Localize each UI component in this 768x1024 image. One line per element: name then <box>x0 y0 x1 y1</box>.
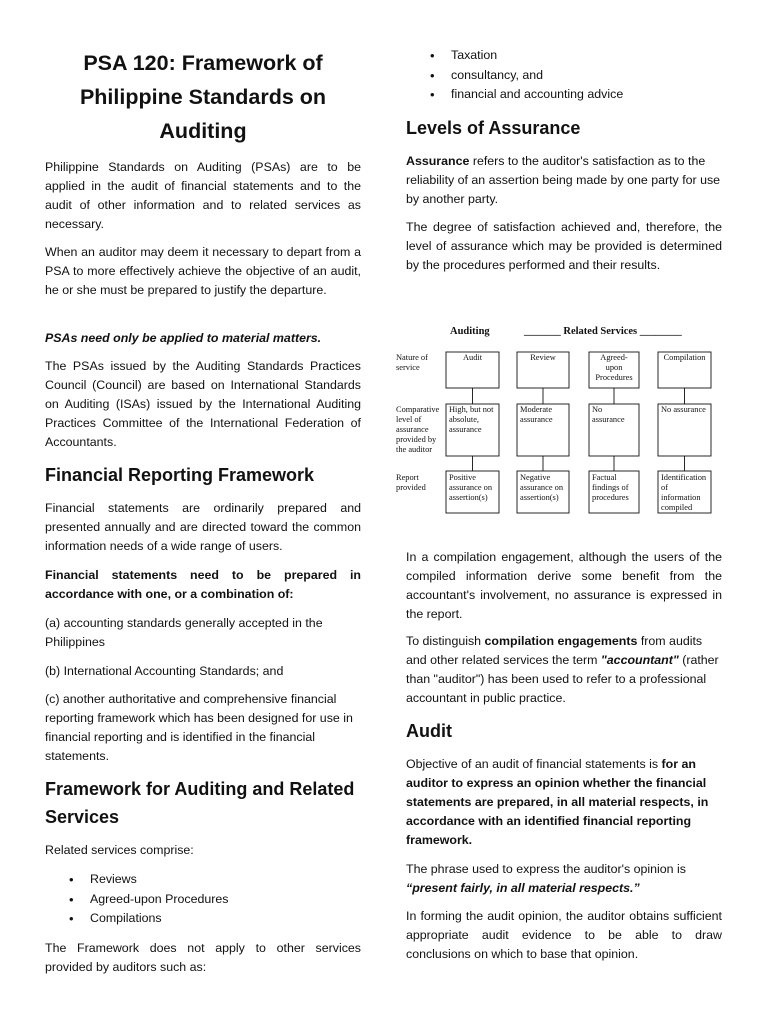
assurance-term: Assurance <box>406 154 470 168</box>
row-label-nature <box>396 353 428 372</box>
framework-exclusion-paragraph: The Framework does not apply to other services provided by auditors such as: <box>45 941 361 974</box>
page-title: PSA 120: Framework of Philippine Standards on Auditing <box>79 51 327 143</box>
svg-text:Agreed-: Agreed- <box>600 353 628 362</box>
fs-prepared-paragraph: Financial statements are ordinarily prepared and presented annually and are directed toward the common information needs of a wide range of users. <box>45 501 361 553</box>
assurance-definition-text: refers to the auditor's satisfaction as to the reliability of an assertion being made by one party for use by another party. <box>406 154 721 206</box>
svg-text:upon: upon <box>605 363 623 372</box>
svg-text:Review: Review <box>530 353 556 362</box>
heading-financial-reporting-framework: Financial Reporting Framework <box>45 465 315 485</box>
diagram-column-review <box>517 352 569 513</box>
svg-text:assurance on: assurance on <box>520 483 564 492</box>
assurance-definition <box>406 152 722 209</box>
diagram-heading-related-services: _______ Related Services ________ <box>524 326 682 337</box>
svg-text:provided: provided <box>396 483 426 492</box>
svg-text:service: service <box>396 363 420 372</box>
svg-text:absolute,: absolute, <box>449 415 480 424</box>
related-services-intro: Related services comprise: <box>45 843 194 857</box>
list-item: • financial and accounting advice <box>406 85 722 105</box>
svg-text:Negative: Negative <box>520 473 551 482</box>
svg-text:the auditor: the auditor <box>396 445 433 454</box>
heading-levels-of-assurance: Levels of Assurance <box>406 118 581 138</box>
diagram-column-agreed-upon-procedures <box>589 352 639 513</box>
audit-evidence-paragraph: In forming the audit opinion, the auditor obtains sufficient appropriate audit evidence to be able to draw conclusions on which to base that opinion. <box>406 909 722 961</box>
psa-basis-paragraph: The PSAs issued by the Auditing Standards Practices Council (Council) are based on International Standards on Auditing (ISAs) issued by the International Auditing Practices Committee of the International Federation of Accountants. <box>45 359 361 449</box>
departure-paragraph: When an auditor may deem it necessary to depart from a PSA to more effectively achieve the objective of an audit, he or she must be prepared to justify the departure. <box>45 245 361 297</box>
framework-item-c: (c) another authoritative and comprehensive financial reporting framework which has been designed for use in financial reporting and is identified in the financial statements. <box>45 692 353 763</box>
svg-text:findings of: findings of <box>592 483 629 492</box>
opinion-phrase: “present fairly, in all material respects.” <box>406 881 640 895</box>
accountant-term: "accountant" <box>600 653 679 667</box>
list-item: • Taxation <box>406 46 722 66</box>
audit-objective-paragraph: Objective of an audit of financial statements is for an auditor to express an opinion whether the financial statements are prepared, in all material respects, in accordance with an identified financial reporting framework. <box>406 757 709 847</box>
intro-paragraph: Philippine Standards on Auditing (PSAs) are to be applied in the audit of financial statements and to the audit of other information and to related services as necessary. <box>45 160 361 231</box>
svg-text:provided by: provided by <box>396 435 437 444</box>
fs-accordance-paragraph: Financial statements need to be prepared in accordance with one, or a combination of: <box>45 568 361 601</box>
svg-text:Positive: Positive <box>449 473 476 482</box>
assurance-levels-diagram <box>394 322 724 522</box>
compilation-engagement-paragraph: In a compilation engagement, although the users of the compiled information derive some benefit from the accountant's involvement, no assurance is expressed in the report. <box>406 550 722 621</box>
svg-text:Moderate: Moderate <box>520 405 553 414</box>
svg-text:Comparative: Comparative <box>396 405 440 414</box>
material-matters-note: PSAs need only be applied to material matters. <box>45 331 322 345</box>
svg-text:No assurance: No assurance <box>661 405 706 414</box>
svg-text:assurance: assurance <box>520 415 553 424</box>
list-item: • consultancy, and <box>406 66 722 86</box>
svg-text:assertion(s): assertion(s) <box>520 493 559 502</box>
framework-item-a: (a) accounting standards generally accepted in the Philippines <box>45 616 323 649</box>
diagram-column-audit <box>446 352 499 513</box>
svg-text:assurance: assurance <box>592 415 625 424</box>
degree-of-satisfaction-paragraph: The degree of satisfaction achieved and, therefore, the level of assurance which may be provided is determined by the procedures performed and their results. <box>406 220 722 272</box>
svg-text:level of: level of <box>396 415 422 424</box>
related-services-list <box>45 870 361 929</box>
list-item: • Compilations <box>45 909 361 929</box>
heading-audit: Audit <box>406 721 452 741</box>
svg-text:Compilation: Compilation <box>663 353 706 362</box>
svg-text:Procedures: Procedures <box>595 373 633 382</box>
list-item: • Reviews <box>45 870 361 890</box>
accountant-term-paragraph: To distinguish compilation engagements from audits and other related services the term "accountant" (rather than "auditor") has been used to refer to a professional accountant in public practice. <box>406 634 719 705</box>
framework-item-b: (b) International Accounting Standards; and <box>45 664 284 678</box>
diagram-heading-auditing: Auditing <box>450 326 490 337</box>
other-services-list <box>406 46 722 105</box>
svg-text:Identification: Identification <box>661 473 707 482</box>
svg-text:Nature of: Nature of <box>396 353 428 362</box>
row-label-report <box>396 473 427 492</box>
svg-text:compiled: compiled <box>661 503 693 512</box>
diagram-column-compilation <box>658 352 711 513</box>
svg-text:procedures: procedures <box>592 493 629 502</box>
svg-text:assertion(s): assertion(s) <box>449 493 488 502</box>
svg-text:Factual: Factual <box>592 473 617 482</box>
svg-text:of: of <box>661 483 668 492</box>
audit-objective-emphasis: for an auditor to express an opinion whether the financial statements are prepared, in all material respects, in accordance with an identified financial reporting framework. <box>406 757 709 847</box>
compilation-engagements-term: compilation engagements <box>484 634 638 648</box>
opinion-phrase-paragraph: The phrase used to express the auditor's opinion is “present fairly, in all material respects.” <box>406 862 686 895</box>
list-item: • Agreed-upon Procedures <box>45 890 361 910</box>
svg-text:assurance: assurance <box>449 425 482 434</box>
svg-text:Audit: Audit <box>462 353 483 362</box>
heading-framework-auditing-related-services: Framework for Auditing and Related Services <box>45 779 355 827</box>
svg-text:Report: Report <box>396 473 419 482</box>
svg-text:assurance on: assurance on <box>449 483 493 492</box>
svg-text:assurance: assurance <box>396 425 429 434</box>
svg-text:information: information <box>661 493 701 502</box>
svg-text:High, but not: High, but not <box>449 405 494 414</box>
svg-text:No: No <box>592 405 603 414</box>
row-label-comparative <box>396 405 440 454</box>
